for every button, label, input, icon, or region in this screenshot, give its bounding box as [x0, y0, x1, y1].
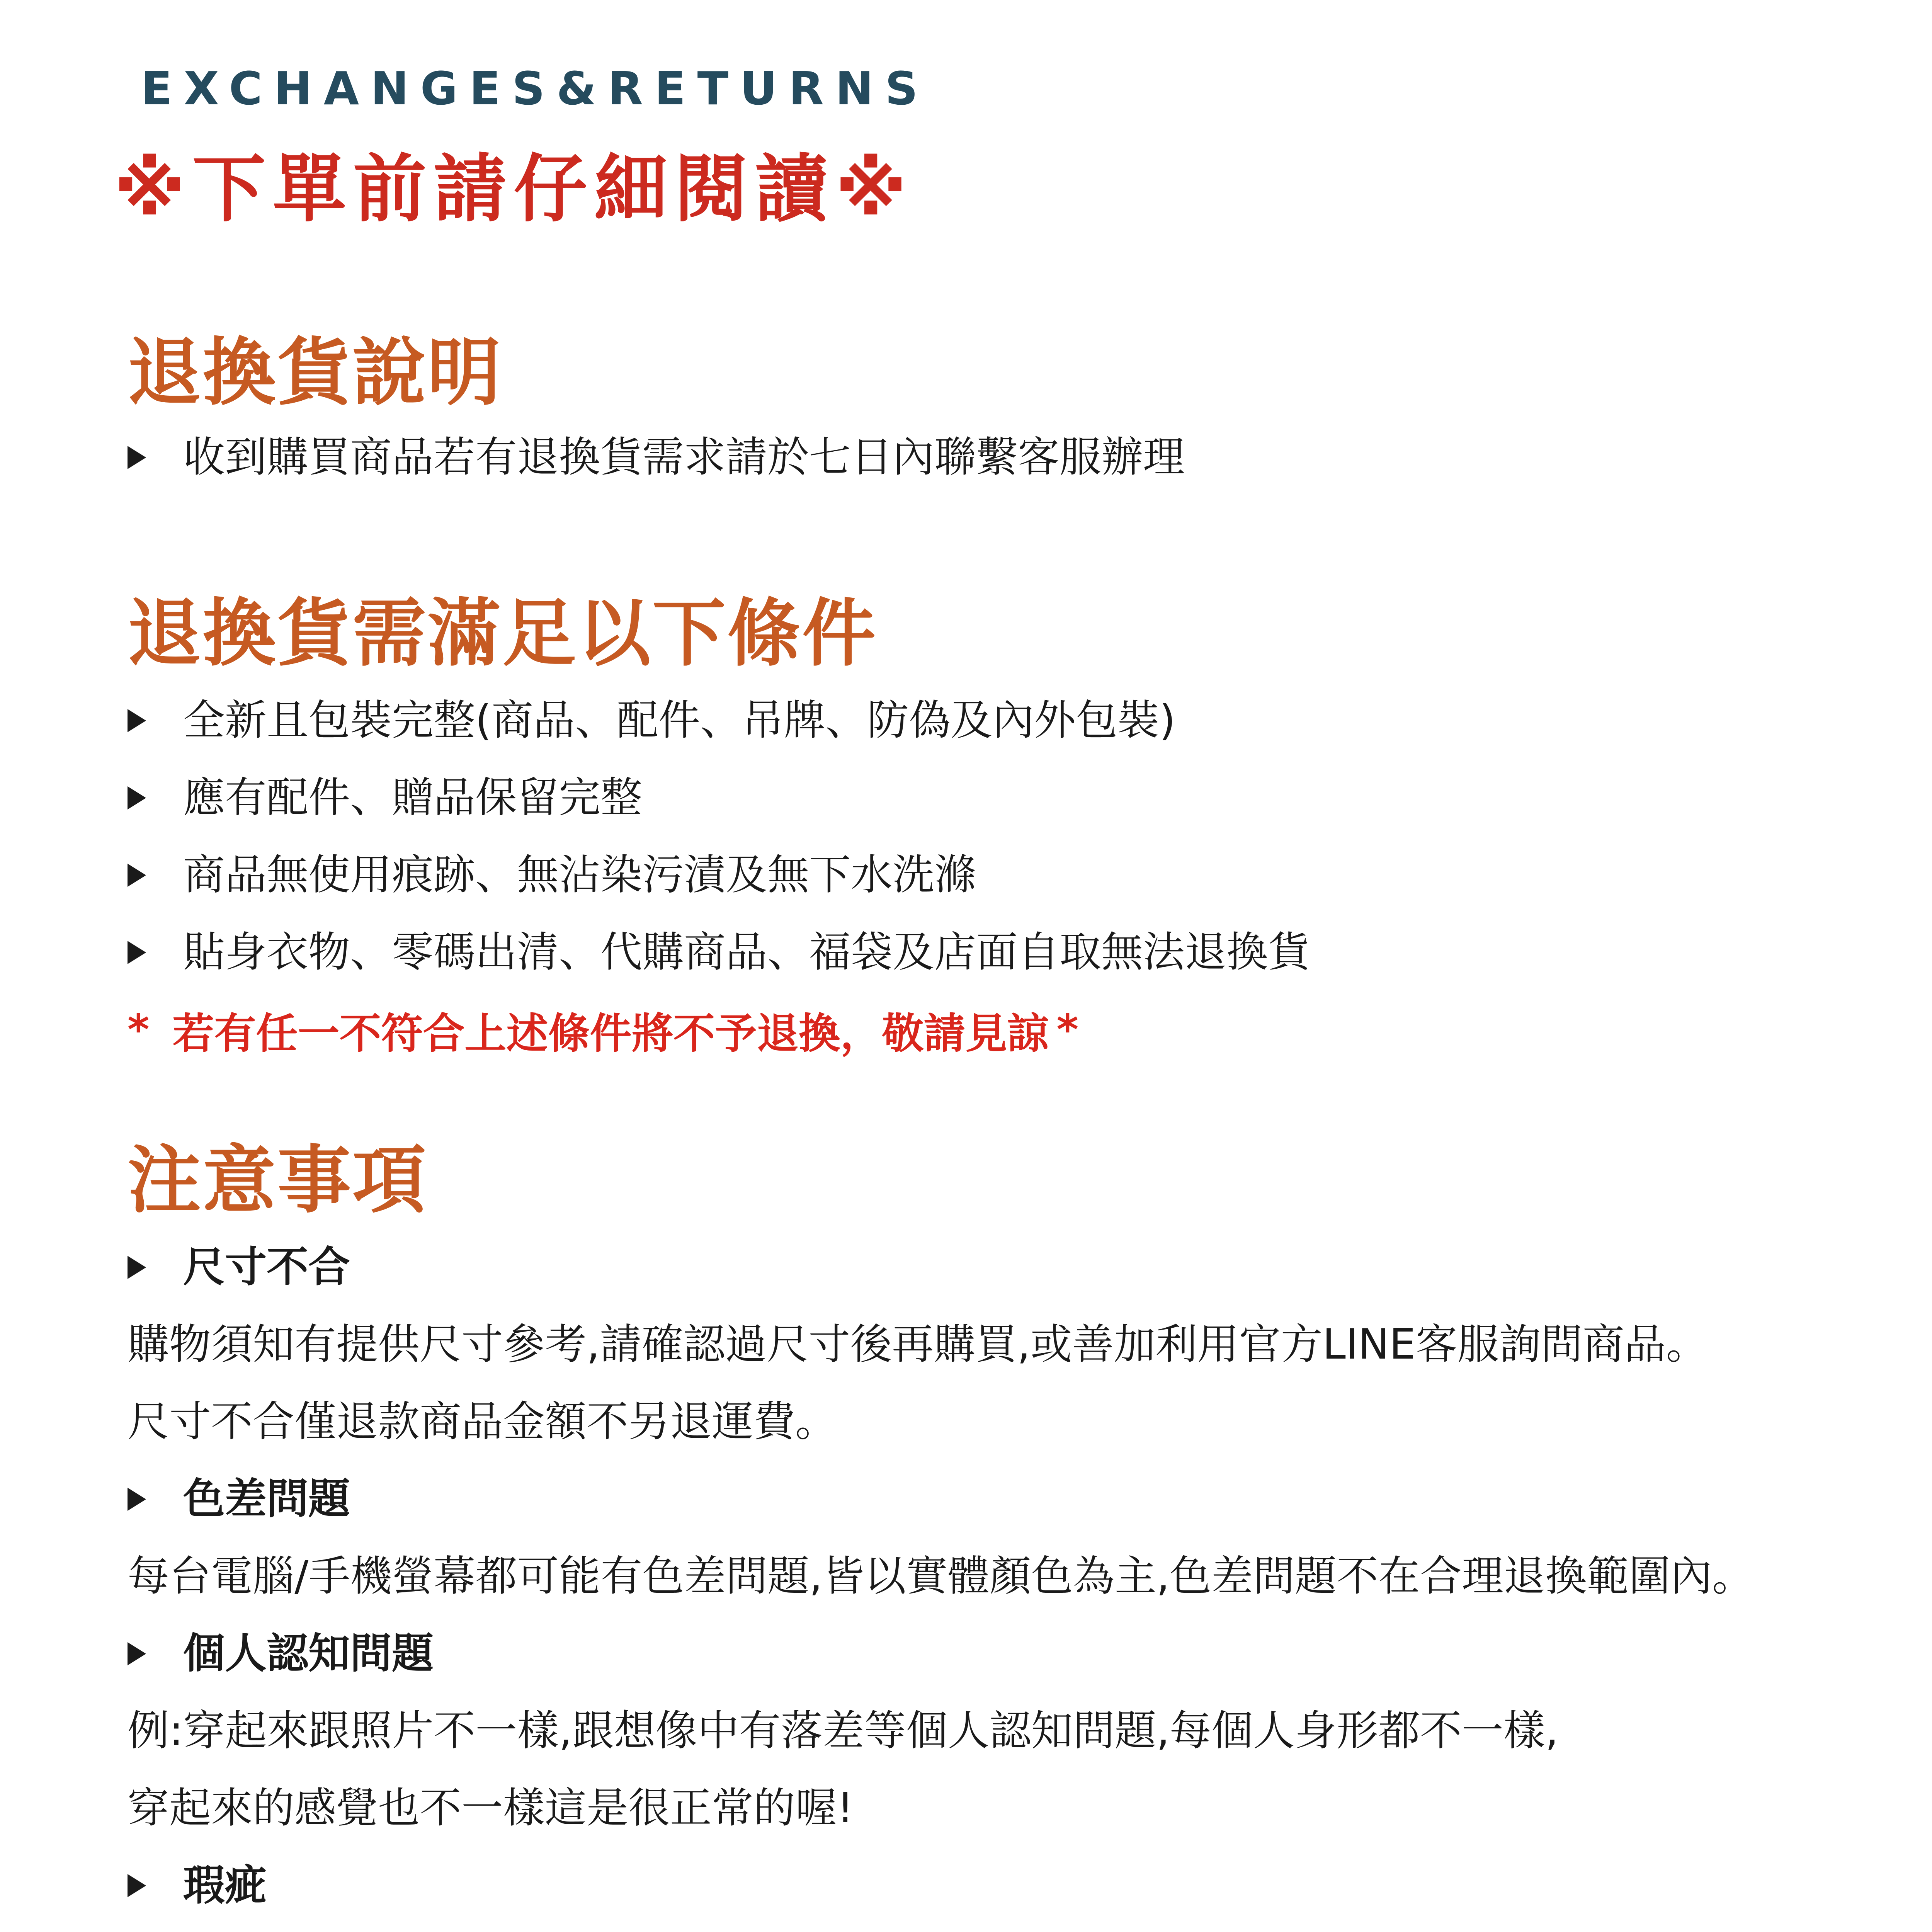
- subheading: [128, 1461, 1855, 1538]
- section-notes: [128, 1138, 1855, 1932]
- section-return-conditions: [128, 591, 1855, 1068]
- bullet-text: 商品無使用痕跡、無沾染污漬及無下水洗滌: [183, 851, 976, 899]
- paragraph: [128, 1924, 1855, 1932]
- asterisk-icon: *: [128, 1005, 150, 1054]
- bullet-item: [128, 837, 1855, 914]
- bullet-text: 應有配件、贈品保留完整: [183, 774, 643, 822]
- triangle-right-icon: [128, 709, 146, 732]
- triangle-right-icon: [128, 1488, 146, 1511]
- conditions-warning: [128, 991, 1855, 1068]
- section-title: 退換貨需滿足以下條件: [128, 591, 878, 676]
- bullet-item: [128, 914, 1855, 991]
- bullet-text: 貼身衣物、零碼出清、代購商品、福袋及店面自取無法退換貨: [183, 928, 1310, 976]
- paragraph: 例:穿起來跟照片不一樣,跟想像中有落差等個人認知問題,每個人身形都不一樣,: [128, 1707, 1559, 1755]
- bullet-item: [128, 682, 1855, 759]
- bullet-item: [128, 419, 1855, 496]
- subheading: [128, 1847, 1855, 1924]
- eyebrow-title: EXCHANGES&RETURNS: [141, 62, 930, 115]
- subheading-text: 瑕疵: [183, 1861, 267, 1910]
- triangle-right-icon: [128, 1874, 146, 1897]
- subheading-text: 色差問題: [183, 1475, 350, 1523]
- bullet-item: [128, 759, 1855, 837]
- paragraph: 穿起來的感覺也不一樣這是很正常的喔!: [128, 1784, 854, 1832]
- triangle-right-icon: [128, 446, 146, 469]
- section-title: 注意事項: [128, 1138, 428, 1223]
- triangle-right-icon: [128, 941, 146, 964]
- asterisk-icon: *: [1056, 1005, 1078, 1054]
- subheading: [128, 1229, 1855, 1306]
- subheading-text: 個人認知問題: [183, 1629, 434, 1678]
- triangle-right-icon: [128, 786, 146, 810]
- triangle-right-icon: [128, 864, 146, 887]
- bullet-text: 全新且包裝完整(商品、配件、吊牌、防偽及內外包裝): [183, 696, 1176, 745]
- section-return-description: [128, 330, 1855, 496]
- bullet-text: 收到購買商品若有退換貨需求請於七日內聯繫客服辦理: [183, 433, 1185, 481]
- paragraph: 購物須知有提供尺寸參考,請確認過尺寸後再購買,或善加利用官方LINE客服詢問商品。: [128, 1320, 1708, 1369]
- notice-title: ※下單前請仔細閱讀※: [114, 146, 914, 232]
- warning-text: 若有任一不符合上述條件將不予退換，敬請見諒: [172, 1009, 1049, 1058]
- subheading-text: 尺寸不合: [183, 1243, 350, 1291]
- subheading: [128, 1615, 1855, 1692]
- section-title: 退換貨說明: [128, 330, 503, 415]
- triangle-right-icon: [128, 1256, 146, 1279]
- paragraph: 每台電腦/手機螢幕都可能有色差問題,皆以實體顏色為主,色差問題不在合理退換範圍內。: [128, 1552, 1754, 1600]
- triangle-right-icon: [128, 1642, 146, 1665]
- paragraph: 尺寸不合僅退款商品金額不另退運費。: [128, 1398, 837, 1446]
